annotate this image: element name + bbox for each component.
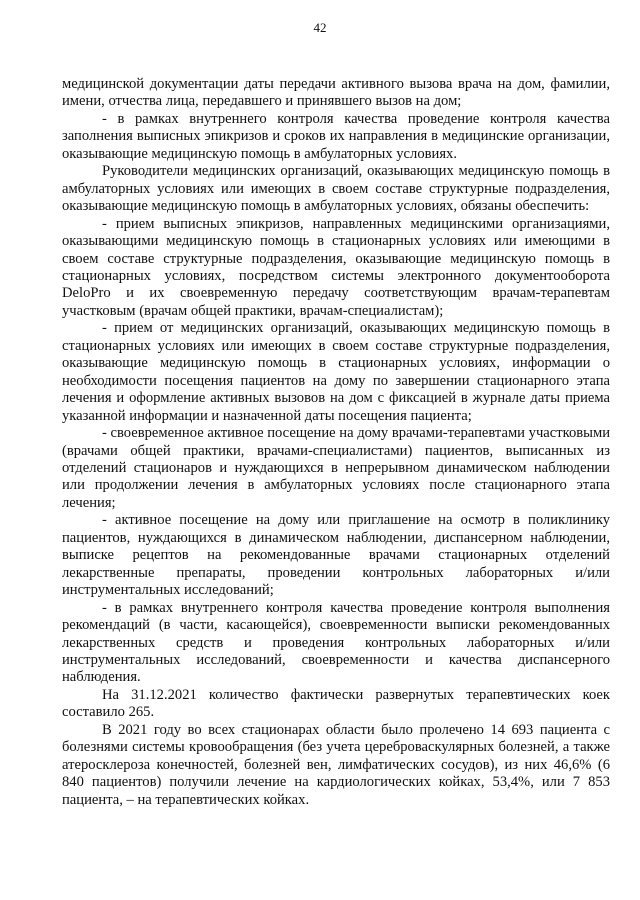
paragraph-outpatient-heads-obligations: Руководители медицинских организаций, оказывающих медицинскую помощь в амбулаторных условиях или имеющих в своем составе структурные подразделения, оказывающие медицинскую помощь в амбулаторных условиях, обязаны обеспечить: <box>62 163 610 215</box>
paragraph-continuation: медицинской документации даты передачи активного вызова врача на дом, фамилии, имени, отчества лица, передавшего и принявшего вызов на дом; <box>62 76 610 110</box>
paragraph-discharge-epicrisis-receipt: - прием выписных эпикризов, направленных медицинскими организациями, оказывающими медицинскую помощь в стационарных условиях или имеющими в своем составе структурные подразделения, оказывающие медицинскую помощь в стационарных условиях, посредством системы электронного документооборота DeloPro и их своевременную передачу соответствующим врачам-терапевтам участковым (врачам общей практики, врачам-специалистам); <box>62 215 610 319</box>
document-body <box>62 76 610 809</box>
paragraph-home-visit-information: - прием от медицинских организаций, оказывающих медицинскую помощь в стационарных условиях или имеющих в своем составе структурные подразделения, оказывающие медицинскую помощь в стационарных условиях, информации о необходимости посещения пациентов на дому по завершении стационарного этапа лечения и оформление активных вызовов на дом с фиксацией в журнале даты приема указанной информации и назначенной даты посещения пациента; <box>62 320 610 424</box>
paragraph-recommendations-control: - в рамках внутреннего контроля качества проведение контроля выполнения рекомендаций (в части, касающейся), своевременности выписки рекомендованных лекарственных средств и проведения контрольных лабораторных и/или инструментальных исследований, своевременности и качества диспансерного наблюдения. <box>62 599 610 686</box>
paragraph-active-visit-or-invitation: - активное посещение на дому или приглашение на осмотр в поликлинику пациентов, нуждающихся в динамическом наблюдении, диспансерном наблюдении, выписке рецептов на рекомендованные врачами стационарных отделений лекарственные препараты, проведении контрольных лабораторных и/или инструментальных исследований; <box>62 512 610 599</box>
paragraph-discharge-quality-control: - в рамках внутреннего контроля качества проведение контроля качества заполнения выписных эпикризов и сроков их направления в медицинские организации, оказывающие медицинскую помощь в амбулаторных условиях. <box>62 110 610 162</box>
paragraph-timely-active-visit: - своевременное активное посещение на дому врачами-терапевтами участковыми (врачами общей практики, врачами-специалистами) пациентов, выписанных из отделений стационаров и нуждающихся в непрерывном динамическом наблюдении или продолжении лечения в амбулаторных условиях после стационарного этапа лечения; <box>62 425 610 511</box>
page-number: 42 <box>313 20 327 35</box>
paragraph-patients-2021: В 2021 году во всех стационарах области было пролечено 14 693 пациента с болезнями системы кровообращения (без учета цереброваскулярных болезней, а также атеросклероза конечностей, болезней вен, лимфатических сосудов), из них 46,6% (6 840 пациентов) получили лечение на кардиологических койках, 53,4%, или 7 853 пациента, – на терапевтических койках. <box>62 721 610 808</box>
paragraph-bed-count: На 31.12.2021 количество фактически развернутых терапевтических коек составило 265. <box>62 686 610 721</box>
